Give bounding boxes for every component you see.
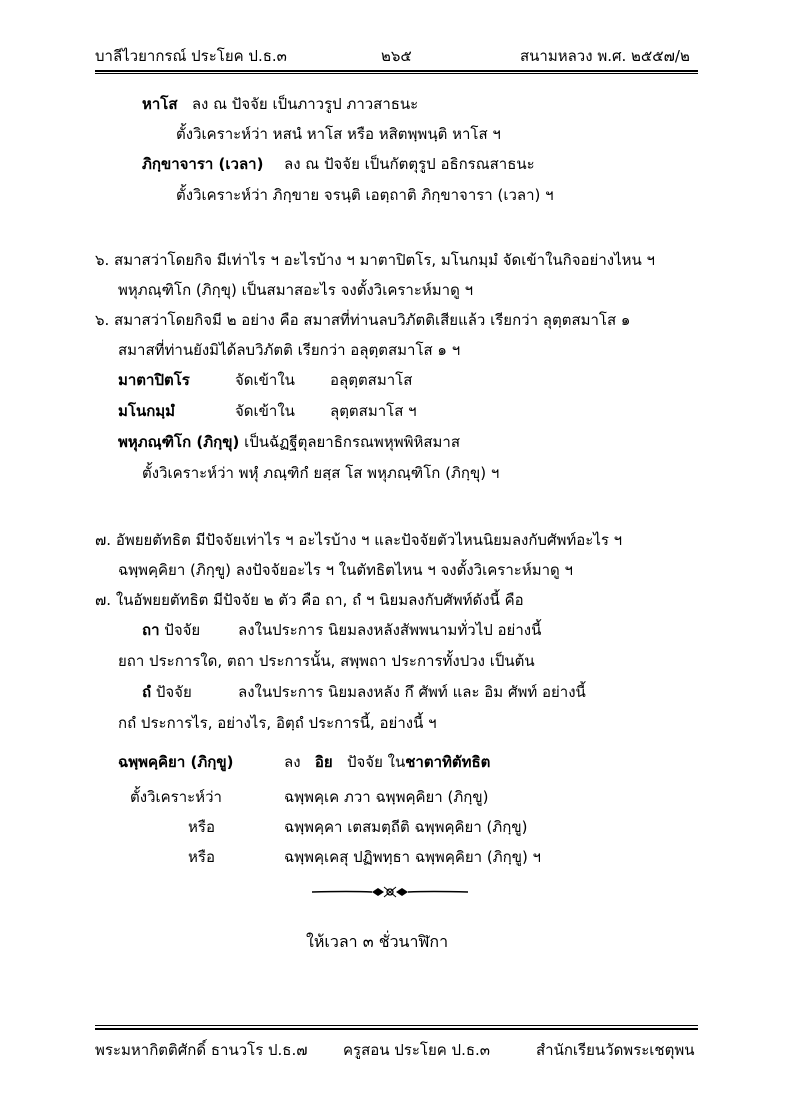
tham-line — [142, 682, 192, 702]
haso-vigraha: ตั้งวิเคราะห์ว่า หสนํ หาโส หรือ หสิตพฺพนฺติ หาโส ฯ — [176, 125, 501, 143]
q6-row2-val: ลุตฺตสมาโส ฯ — [330, 402, 417, 420]
q6-row2-term: มโนกมฺมํ — [118, 402, 176, 420]
bhikkha-term: ภิกฺขาจารา (เวลา) — [142, 155, 264, 173]
footer-left: พระมหากิตติศักดิ์ ธานวโร ป.ธ.๗ — [95, 1041, 308, 1059]
q6-row1-mid: จัดเข้าใน — [235, 371, 295, 389]
header-rule-thin — [95, 73, 698, 74]
bhikkha-def: ลง ณ ปัจจัย เป็นกัตตุรูป อธิกรณสาธนะ — [284, 155, 535, 173]
bahu-vigraha: ตั้งวิเคราะห์ว่า พหุํ ภณฺฑิกํ ยสฺส โส พหุภณฺฑิโก (ภิกฺขุ) ฯ — [142, 464, 500, 482]
header-left: บาลีไวยากรณ์ ประโยค ป.ธ.๓ — [95, 47, 287, 65]
page-number: ๒๖๕ — [381, 47, 412, 65]
haso-line — [142, 94, 418, 114]
chab-tad: ชาตาทิตัทธิต — [405, 753, 491, 771]
header-rule — [95, 70, 698, 72]
haso-term: หาโส — [142, 95, 178, 113]
footer-rule-thin — [95, 1025, 698, 1026]
haso-def: ลง ณ ปัจจัย เป็นภาวรูป ภาวสาธนะ — [191, 95, 419, 113]
vig1: ฉพฺพคฺเค ภวา ฉพฺพคฺคิยา (ภิกฺขู) — [284, 788, 489, 806]
tham-label: ปัจจัย — [155, 683, 192, 701]
time-note: ให้เวลา ๓ ชั่วนาฬิกา — [306, 932, 449, 951]
q6-row1-term: มาตาปิตโร — [118, 371, 190, 389]
vig-label: ตั้งวิเคราะห์ว่า — [130, 788, 222, 806]
chab-iya: อิย — [314, 753, 333, 771]
ornament-divider-icon — [310, 884, 470, 900]
bahu-line — [118, 432, 460, 452]
q7-answer-line1: ๗. ในอัพยยตัทธิต มีปัจจัย ๒ ตัว คือ ถา, ถํ ฯ นิยมลงกับศัพท์ดังนี้ คือ — [95, 591, 524, 609]
chab-def — [284, 752, 490, 772]
vig2: ฉพฺพคฺคา เตสมตฺถีติ ฉพฺพคฺคิยา (ภิกฺขู) — [284, 818, 528, 836]
header-right: สนามหลวง พ.ศ. ๒๕๕๗/๒ — [520, 47, 690, 65]
chab-term: ฉพฺพคฺคิยา (ภิกฺขู) — [118, 753, 234, 771]
tha-label: ปัจจัย — [164, 621, 201, 639]
tha-example: ยถา ประการใด, ตถา ประการนั้น, สพฺพถา ประการทั้งปวง เป็นต้น — [118, 652, 535, 670]
tham-def: ลงในประการ นิยมลงหลัง กึ ศัพท์ และ อิม ศัพท์ อย่างนี้ — [238, 683, 586, 701]
or2: หรือ — [188, 848, 215, 866]
footer-rule — [95, 1028, 698, 1030]
q6-row1-val: อลุตฺตสมาโส — [330, 371, 413, 389]
vig3: ฉพฺพคฺเคสุ ปฏิพทฺธา ฉพฺพคฺคิยา (ภิกฺขู) ฯ — [284, 848, 541, 866]
tha-term: ถา — [142, 621, 160, 639]
q6-question-line1: ๖. สมาสว่าโดยกิจ มีเท่าไร ฯ อะไรบ้าง ฯ มาตาปิตโร, มโนกมฺมํ จัดเข้าในกิจอย่างไหน ฯ — [95, 251, 655, 269]
or1: หรือ — [188, 818, 215, 836]
footer-right: สำนักเรียนวัดพระเชตุพน — [536, 1041, 695, 1059]
q7-question-line1: ๗. อัพยยตัทธิต มีปัจจัยเท่าไร ฯ อะไรบ้าง ฯ และปัจจัยตัวไหนนิยมลงกับศัพท์อะไร ฯ — [95, 531, 623, 549]
tha-def: ลงในประการ นิยมลงหลังสัพพนามทั่วไป อย่างนี้ — [238, 621, 542, 639]
tha-line — [142, 620, 200, 640]
footer-center: ครูสอน ประโยค ป.ธ.๓ — [343, 1041, 491, 1059]
q6-answer-line1: ๖. สมาสว่าโดยกิจมี ๒ อย่าง คือ สมาสที่ท่านลบวิภัตติเสียแล้ว เรียกว่า ลุตฺตสมาโส ๑ — [95, 311, 631, 329]
chab-la: ลง — [284, 753, 301, 771]
chab-pj: ปัจจัย ใน — [346, 753, 406, 771]
bhikkha-vigraha: ตั้งวิเคราะห์ว่า ภิกฺขาย จรนฺติ เอตฺถาติ ภิกฺขาจารา (เวลา) ฯ — [176, 186, 554, 204]
q6-answer-line2: สมาสที่ท่านยังมิได้ลบวิภัตติ เรียกว่า อลุตฺตสมาโส ๑ ฯ — [118, 341, 461, 359]
tham-example: กถํ ประการไร, อย่างไร, อิตฺถํ ประการนี้, อย่างนี้ ฯ — [118, 714, 437, 732]
q7-question-line2: ฉพฺพคฺคิยา (ภิกฺขู) ลงปัจจัยอะไร ฯ ในตัทธิตไหน ฯ จงตั้งวิเคราะห์มาดู ฯ — [118, 561, 573, 579]
tham-term: ถํ — [142, 683, 152, 701]
bahu-def: เป็นฉัฏฐีตุลยาธิกรณพหุพพิหิสมาส — [244, 433, 460, 451]
q6-question-line2: พหุภณฺฑิโก (ภิกฺขุ) เป็นสมาสอะไร จงตั้งวิเคราะห์มาดู ฯ — [118, 281, 474, 299]
q6-row2-mid: จัดเข้าใน — [235, 402, 295, 420]
bahu-term: พหุภณฺฑิโก (ภิกฺขุ) — [118, 433, 240, 451]
